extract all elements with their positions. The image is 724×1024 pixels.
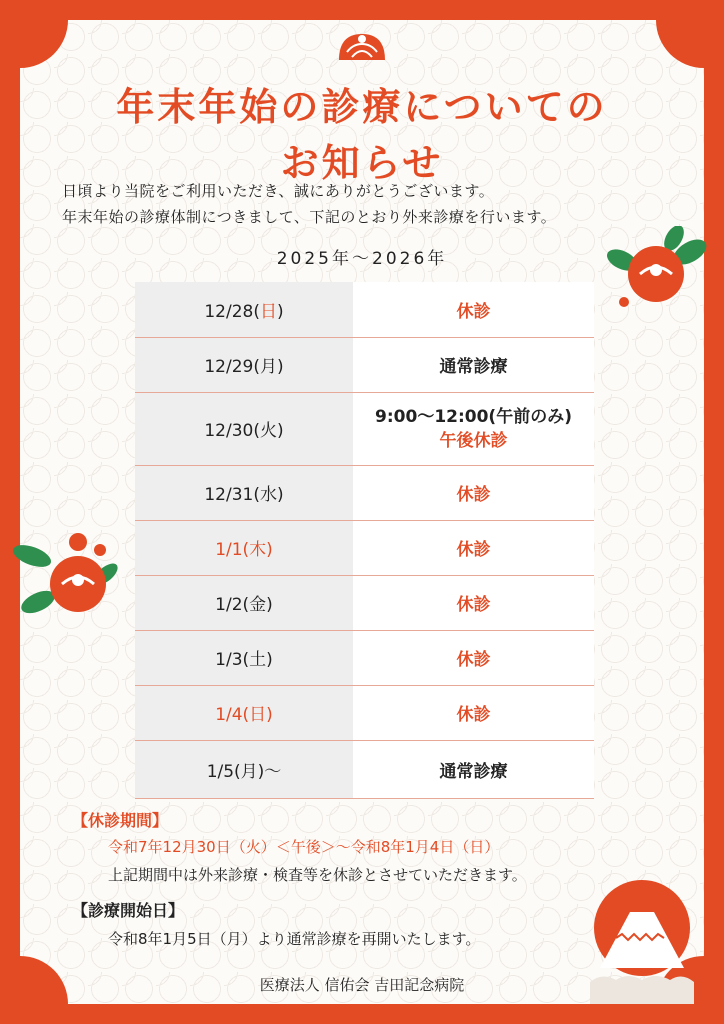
weekday-text: 月 [259, 357, 277, 377]
intro-line1: 日頃より当院をご利用いただき、誠にありがとうございます。 [62, 182, 495, 200]
weekday-text: 水 [259, 485, 277, 505]
page-title-line2: お知らせ [280, 141, 444, 185]
intro-line2: 年末年始の診療体制につきまして、下記のとおり外来診療を行います。 [62, 208, 557, 226]
status-cell: 休診 [353, 685, 594, 740]
weekday-text: 金 [249, 595, 267, 615]
status-cell: 休診 [353, 282, 594, 337]
date-close: ) [266, 650, 273, 670]
status-cell: 休診 [353, 520, 594, 575]
date-close: ) [276, 421, 284, 441]
date-close: ) [276, 301, 284, 322]
date-text: 12/31( [204, 485, 260, 505]
date-cell [135, 630, 353, 685]
status-cell: 通常診療 [353, 337, 594, 392]
status-afternoon: 午後休診 [439, 430, 508, 451]
date-cell [135, 282, 353, 337]
year-range: 2025年～2026年 [276, 249, 448, 269]
pine-icon [335, 30, 389, 64]
page-title-line1: 年末年始の診療についての [116, 85, 608, 129]
closure-period: 令和7年12月30日（火）＜午後＞～令和8年1月4日（日） [108, 838, 500, 856]
date-cell [135, 575, 353, 630]
status-cell: 休診 [353, 575, 594, 630]
camellia-icon [8, 528, 120, 620]
resume-heading: 【診療開始日】 [72, 901, 185, 920]
date-text: 1/3( [215, 650, 250, 670]
status-cell: 休診 [353, 630, 594, 685]
closure-note: 上記期間中は外来診療・検査等を休診とさせていただきます。 [108, 866, 527, 884]
table-row [135, 520, 594, 575]
table-row [135, 575, 594, 630]
date-close: ) [266, 595, 273, 615]
date-text: 1/2( [215, 595, 250, 615]
status-hours: 9:00～12:00(午前のみ) [375, 406, 572, 427]
weekday-text: 火 [259, 421, 277, 441]
table-row [135, 392, 594, 465]
date-cell [135, 337, 353, 392]
date-cell [135, 392, 353, 465]
date-close: ) [276, 357, 284, 377]
resume-text: 令和8年1月5日（月）より通常診療を再開いたします。 [108, 930, 481, 948]
camellia-icon [604, 226, 714, 316]
date-text: 12/28( [204, 301, 260, 322]
schedule-table [135, 282, 594, 799]
date-cell: 1/1(木) [135, 520, 353, 575]
table-row [135, 465, 594, 520]
date-text: 12/30( [204, 421, 260, 441]
status-cell [353, 392, 594, 465]
date-close: ) [276, 485, 284, 505]
table-row [135, 337, 594, 392]
weekday-text: 日 [259, 301, 277, 322]
status-cell: 休診 [353, 465, 594, 520]
table-row [135, 282, 594, 337]
table-row [135, 630, 594, 685]
date-cell: 1/5(月)～ [135, 740, 353, 798]
table-row [135, 740, 594, 798]
closure-heading: 【休診期間】 [72, 811, 169, 830]
date-cell [135, 465, 353, 520]
date-text: 12/29( [204, 357, 260, 377]
weekday-text: 土 [249, 650, 267, 670]
hospital-name: 医療法人 信佑会 吉田記念病院 [259, 976, 465, 994]
table-row [135, 685, 594, 740]
status-cell: 通常診療 [353, 740, 594, 798]
date-cell: 1/4(日) [135, 685, 353, 740]
